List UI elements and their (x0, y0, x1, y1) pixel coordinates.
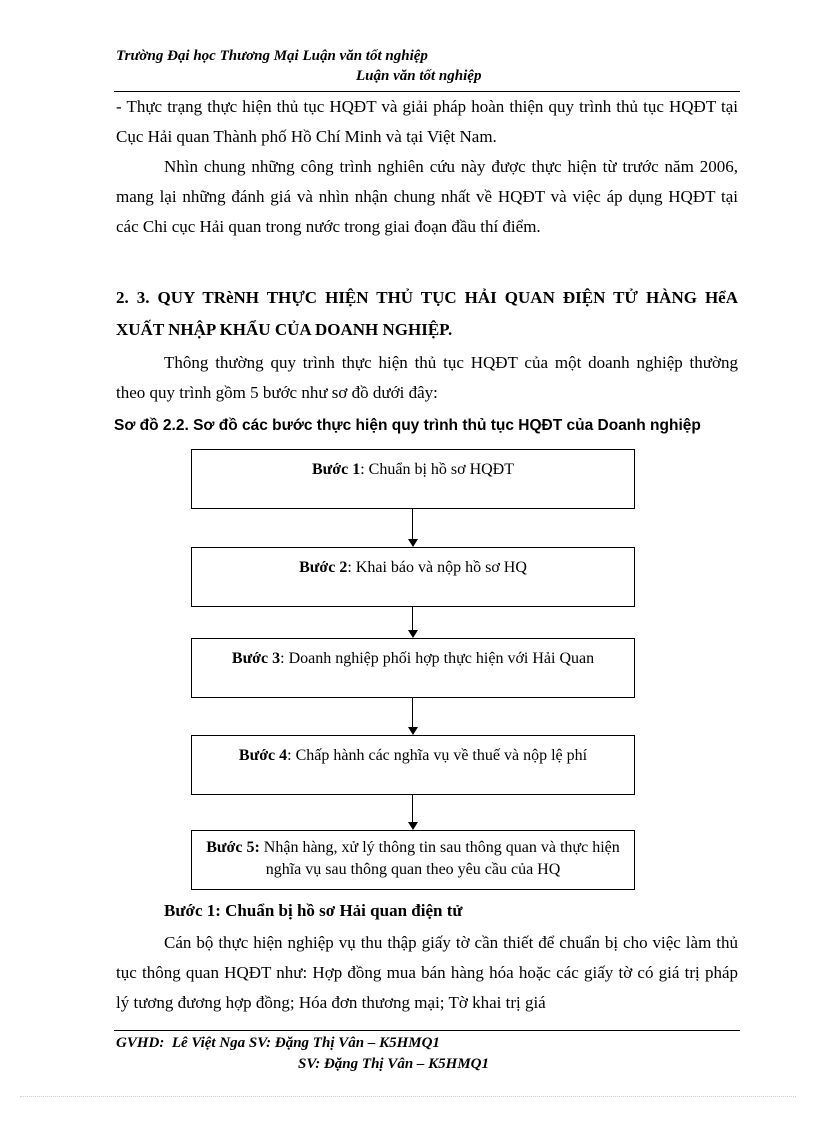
step-text: : Chuẩn bị hồ sơ HQĐT (360, 461, 515, 478)
subsection-title: Bước 1: Chuẩn bị hồ sơ Hải quan điện tử (164, 901, 463, 920)
step-box-5 (191, 830, 635, 890)
step-label: Bước 5: (206, 839, 260, 856)
step-text: Nhận hàng, xử lý thông tin sau thông quan và thực hiện nghĩa vụ sau thông quan theo yêu cầu của HQ (259, 839, 620, 878)
step-box-4 (191, 735, 635, 795)
step-label: Bước 1 (311, 461, 361, 478)
paragraph-3: Thông thường quy trình thực hiện thủ tục HQĐT của một doanh nghiệp thường theo quy trình gồm 5 bước như sơ đồ dưới đây: (116, 353, 738, 402)
step-text: : Doanh nghiệp phối hợp thực hiện với Hải Quan (280, 650, 595, 667)
header-line-1: Trường Đại học Thương Mại Luận văn tốt nghiệp (116, 48, 428, 64)
arrow-down-icon (408, 630, 418, 638)
arrow-down-icon (408, 822, 418, 830)
connector-line (412, 698, 413, 727)
page-break-line (20, 1096, 796, 1097)
step-label: Bước 3 (231, 650, 281, 667)
connector-line (412, 607, 413, 630)
step-box-1 (191, 449, 635, 509)
section-title: 2. 3. QUY TRèNH THỰC HIỆN THỦ TỤC HẢI QUAN ĐIỆN TỬ HÀNG HểA XUẤT NHẬP KHẨU CỦA DOANH NGHIỆP. (116, 288, 738, 339)
header-line-2: Luận văn tốt nghiệp (356, 68, 482, 84)
step-text: : Khai báo và nộp hồ sơ HQ (347, 559, 527, 576)
arrow-down-icon (408, 727, 418, 735)
connector-line (412, 509, 413, 539)
connector-line (412, 795, 413, 822)
footer-line-2: SV: Đặng Thị Vân – K5HMQ1 (298, 1056, 490, 1072)
step-label: Bước 2 (299, 559, 348, 576)
paragraph-2: Nhìn chung những công trình nghiên cứu này được thực hiện từ trước năm 2006, mang lại những đánh giá và nhìn nhận chung nhất về HQĐT và việc áp dụng HQĐT tại các Chi cục Hải quan trong nước trong giai đoạn đầu thí điểm. (116, 157, 738, 236)
footer-rule (114, 1030, 740, 1031)
arrow-down-icon (408, 539, 418, 547)
paragraph-1: - Thực trạng thực hiện thủ tục HQĐT và giải pháp hoàn thiện quy trình thủ tục HQĐT tại Cục Hải quan Thành phố Hồ Chí Minh và tại Việt Nam. (116, 97, 738, 146)
step-box-3 (191, 638, 635, 698)
footer-line-1: GVHD: Lê Việt Nga SV: Đặng Thị Vân – K5HMQ1 (116, 1035, 440, 1051)
diagram-caption: Sơ đồ 2.2. Sơ đồ các bước thực hiện quy trình thủ tục HQĐT của Doanh nghiệp (114, 417, 701, 434)
paragraph-4: Cán bộ thực hiện nghiệp vụ thu thập giấy tờ cần thiết để chuẩn bị cho việc làm thủ tục thông quan HQĐT như: Hợp đồng mua bán hàng hóa hoặc các giấy tờ có giá trị pháp lý tương đương hợp đồng; Hóa đơn thương mại; Tờ khai trị giá (116, 933, 738, 1012)
step-label: Bước 4 (238, 747, 288, 764)
step-box-2 (191, 547, 635, 607)
step-text: : Chấp hành các nghĩa vụ về thuế và nộp lệ phí (287, 747, 588, 764)
